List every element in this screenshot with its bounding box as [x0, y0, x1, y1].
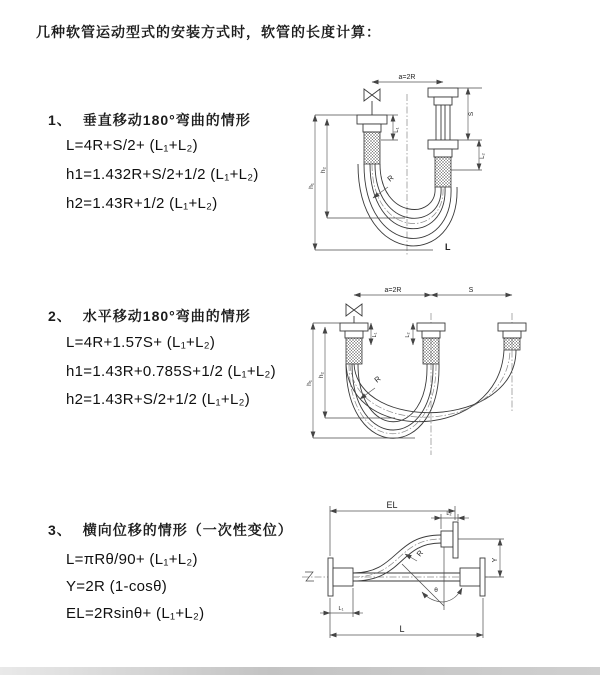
span-dimension — [372, 74, 443, 82]
diagram-lateral-displacement — [298, 498, 600, 648]
y-label: Y — [492, 557, 499, 563]
middle-flange-fitting — [417, 323, 445, 364]
h2-label: h₂ — [318, 371, 325, 379]
radius-annotation — [373, 173, 396, 198]
section-2-number: 2、 — [48, 308, 72, 324]
l1-label: L₁ — [372, 332, 378, 338]
end2-dimension — [431, 511, 469, 529]
end1-dimension — [371, 323, 378, 345]
braided-hose-section — [504, 338, 520, 350]
s-label: S — [468, 287, 474, 294]
hose-displaced-position — [353, 535, 441, 581]
page-title: 几种软管运动型式的安装方式时，软管的长度计算： — [36, 24, 381, 40]
l2-label: L₂ — [405, 332, 411, 338]
centerline-break-mark — [305, 572, 314, 581]
section-1-heading — [48, 110, 251, 130]
h1-label: h₁ — [308, 183, 315, 189]
hose-u-bend-position-1 — [346, 364, 439, 438]
section-2-formula-h2: h2=1.43R+S/2+1/2 (L₁+L₂) — [66, 391, 251, 408]
section-1-formula-h1: h1=1.432R+S/2+1/2 (L₁+L₂) — [66, 166, 259, 183]
section-3-formula-length: L=πRθ/90+ (L₁+L₂) — [66, 551, 198, 568]
radius-label: R — [414, 548, 426, 559]
section-3-title: 横向位移的情形（一次性变位） — [82, 522, 293, 538]
h2-label: h₂ — [320, 166, 327, 174]
span-label: a=2R — [384, 287, 402, 294]
page-bottom-edge — [0, 667, 600, 675]
left-flange-fitting — [340, 323, 368, 364]
section-1-title: 垂直移动180°弯曲的情形 — [82, 112, 251, 128]
end2-dimension — [405, 323, 413, 345]
end1-dimension — [320, 588, 363, 617]
left-flange-fitting — [357, 115, 387, 164]
right-flange-fitting — [498, 323, 526, 350]
span-label: a=2R — [398, 74, 416, 81]
valve-icon — [364, 89, 380, 115]
section-2-heading — [48, 306, 251, 326]
radius-label: R — [372, 374, 383, 385]
length-label: L — [399, 624, 405, 634]
section-3-formula-el: EL=2Rsinθ+ (L₁+L₂) — [66, 605, 205, 622]
l1-label: L₁ — [394, 127, 400, 133]
section-1-formula-length: L=4R+S/2+ (L₁+L₂) — [66, 137, 198, 154]
section-1-formula-h2: h2=1.43R+1/2 (L₁+L₂) — [66, 195, 218, 212]
section-2-title: 水平移动180°弯曲的情形 — [82, 308, 251, 324]
s-label: S — [468, 111, 475, 117]
el-label: EL — [386, 500, 398, 510]
right-flange-upper-position — [428, 88, 458, 140]
braided-hose-section — [423, 338, 439, 364]
l2-label: L₂ — [446, 511, 452, 517]
l1-label: L₁ — [338, 606, 344, 612]
h1-label: h₁ — [306, 380, 313, 386]
section-2-formula-h1: h1=1.43R+0.785S+1/2 (L₁+L₂) — [66, 363, 276, 380]
braided-hose-section — [346, 338, 362, 364]
section-3-heading — [48, 520, 293, 540]
el-dimension — [330, 500, 455, 559]
section-2-formula-length: L=4R+1.57S+ (L₁+L₂) — [66, 334, 216, 351]
right-flange-original — [460, 558, 485, 596]
diagram-horizontal-180-bend — [305, 283, 600, 463]
diagram-vertical-180-bend — [305, 66, 600, 262]
braided-hose-section — [435, 157, 451, 187]
section-1-number: 1、 — [48, 112, 72, 128]
travel-dimension — [451, 88, 486, 170]
radius-label: R — [385, 173, 396, 184]
upper-flange-displaced — [441, 522, 458, 558]
theta-label: θ — [434, 587, 438, 594]
l2-label: L₂ — [480, 153, 486, 159]
span-dimension — [354, 287, 512, 295]
braided-hose-section — [364, 132, 380, 164]
valve-icon — [346, 304, 362, 323]
left-flange — [328, 558, 353, 596]
section-3-formula-y: Y=2R (1-cosθ) — [66, 578, 168, 595]
length-label: L — [445, 242, 451, 252]
right-flange-lower-position — [428, 140, 458, 187]
section-3-number: 3、 — [48, 522, 72, 538]
